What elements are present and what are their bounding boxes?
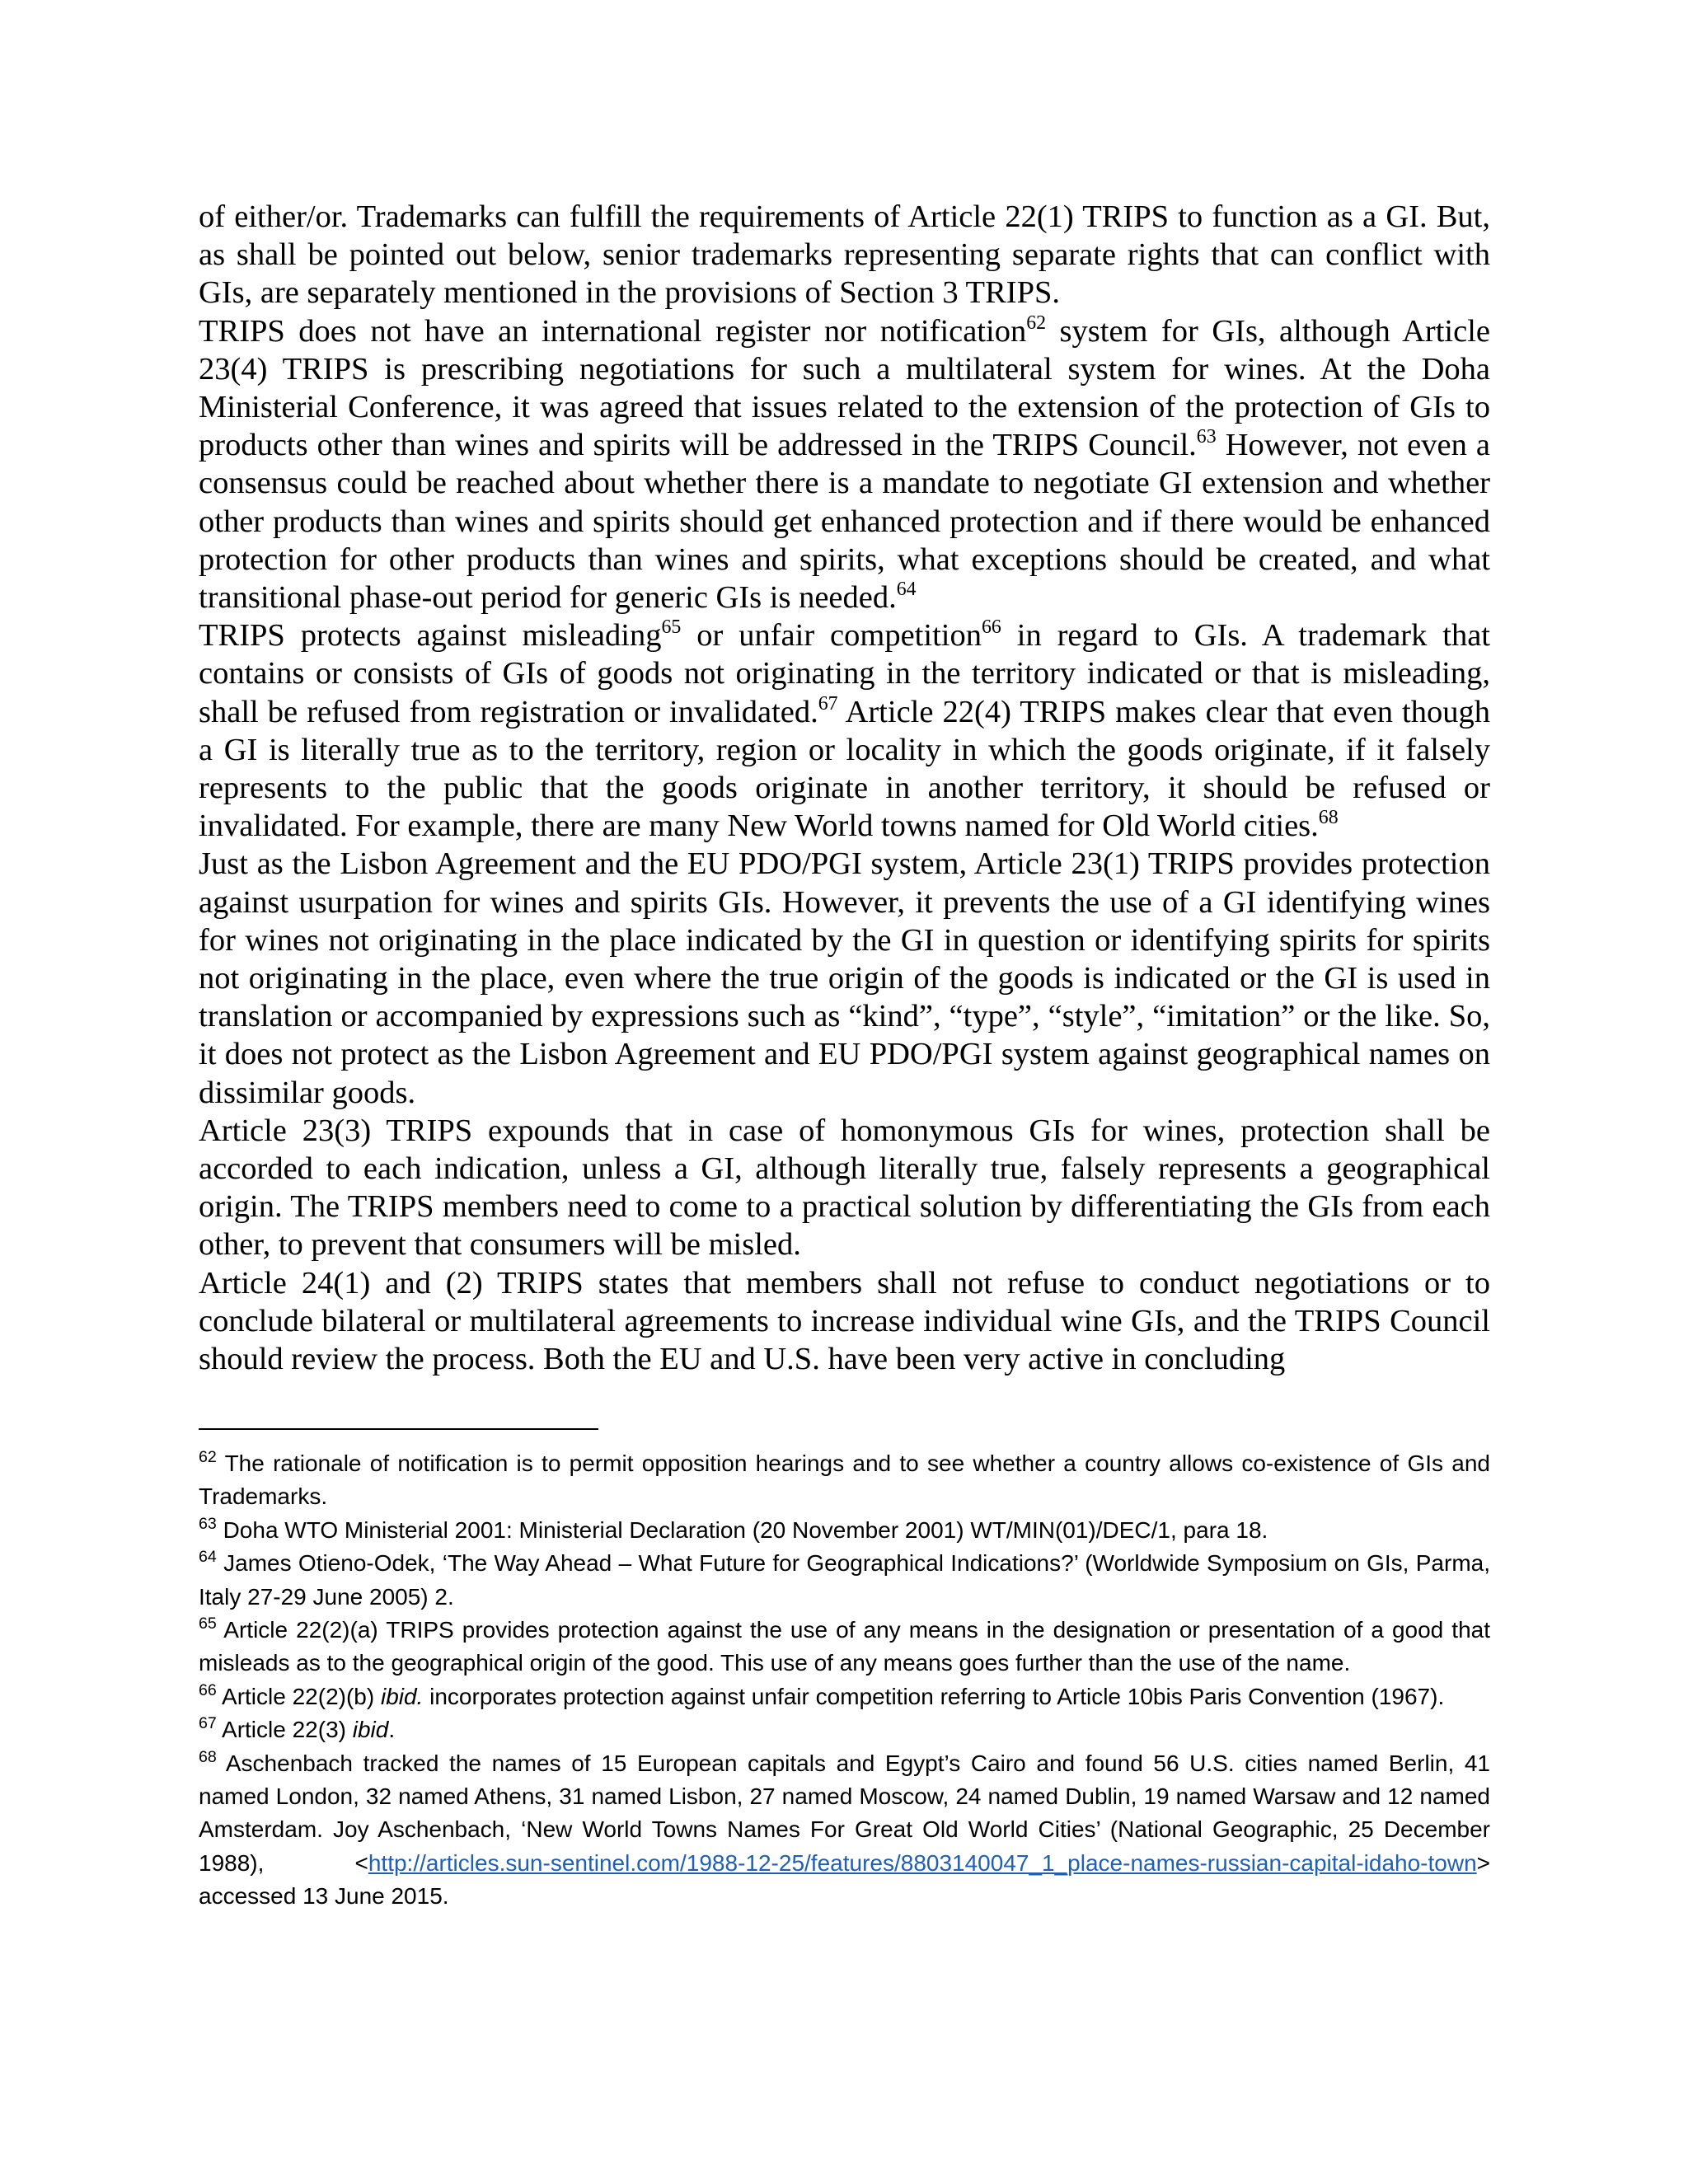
footnote-65 [199, 1614, 1490, 1680]
paragraph-text: Article 24(1) and (2) TRIPS states that members shall not refuse to conduct negotiations or to conclude bilateral or multilateral agreements to increase individual wine GIs, and the TRIPS Council should review the process. Both the EU and U.S. have been very active in concluding [199, 1265, 1490, 1377]
footnote-ref-66[interactable]: 66 [981, 616, 1001, 639]
footnote-ibid: ibid. [380, 1683, 424, 1709]
paragraph-1 [199, 198, 1490, 312]
paragraph-4 [199, 845, 1490, 1111]
footnote-text: Doha WTO Ministerial 2001: Ministerial Declaration (20 November 2001) WT/MIN(01)/DEC/1, para 18. [216, 1516, 1268, 1543]
paragraph-2 [199, 312, 1490, 617]
footnote-ref-68[interactable]: 68 [1318, 807, 1339, 829]
paragraph-text: TRIPS does not have an international register nor notification [199, 313, 1027, 349]
paragraph-text: TRIPS protects against misleading [199, 618, 662, 654]
footnote-number: 62 [199, 1448, 217, 1467]
paragraph-text: Just as the Lisbon Agreement and the EU PDO/PGI system, Article 23(1) TRIPS provides protection against usurpation for wines and spirits GIs. However, it prevents the use of a GI identifying wines for wines not originating in the place indicated by the GI in question or identifying spirits for spirits not originating in the place, even where the true origin of the goods is indicated or the GI is used in translation or accompanied by expressions such as “kind”, “type”, “style”, “imitation” or the like. So, it does not protect as the Lisbon Agreement and EU PDO/PGI system against geographical names on dissimilar goods. [199, 846, 1490, 1110]
footnote-63 [199, 1514, 1490, 1547]
paragraph-text: Article 23(3) TRIPS expounds that in case of homonymous GIs for wines, protection shall be accorded to each indication, unless a GI, although literally true, falsely represents a geographical origin. The TRIPS members need to come to a practical solution by differentiating the GIs from each other, to prevent that consumers will be misled. [199, 1113, 1490, 1263]
footnote-text: > accessed 13 June 2015. [199, 1849, 1490, 1910]
footnote-text: Article 22(2)(a) TRIPS provides protection against the use of any means in the designation or presentation of a good that misleads as to the geographical origin of the good. This use of any means goes further than the use of the name. [199, 1617, 1490, 1676]
footnote-source-link[interactable]: http://articles.sun-sentinel.com/1988-12-25/features/8803140047_1_place-names-russian-capital-idaho-town [368, 1849, 1477, 1876]
footnote-separator [199, 1428, 598, 1430]
paragraph-text: Article 22(4) TRIPS makes clear that even though a GI is literally true as to the territory, region or locality in which the goods originate, if it falsely represents to the public that the goods originate in another territory, it should be refused or invalidated. For example, there are many New World towns named for Old World cities. [199, 694, 1490, 844]
footnote-number: 65 [199, 1615, 217, 1633]
footnote-text: The rationale of notification is to permit opposition hearings and to see whether a country allows co-existence of GIs and Trademarks. [199, 1451, 1490, 1510]
footnote-62 [199, 1447, 1490, 1514]
paragraph-3 [199, 616, 1490, 845]
footnote-ref-62[interactable]: 62 [1026, 312, 1047, 334]
footnote-ref-67[interactable]: 67 [818, 692, 838, 715]
paragraph-5 [199, 1112, 1490, 1264]
footnote-text: incorporates protection against unfair competition referring to Article 10bis Paris Convention (1967). [423, 1683, 1445, 1709]
footnote-ref-64[interactable]: 64 [896, 579, 917, 601]
footnotes [199, 1447, 1490, 1914]
footnote-text: Aschenbach tracked the names of 15 European capitals and Egypt’s Cairo and found 56 U.S. cities named Berlin, 41 named London, 32 named Athens, 31 named Lisbon, 27 named Moscow, 24 named Dublin, 19 named Warsaw and 12 named Amsterdam. Joy Aschenbach, ‘New World Towns Names For Great Old World Cities’ (National Geographic, 25 December 1988), < [199, 1750, 1490, 1876]
paragraph-6 [199, 1264, 1490, 1379]
footnote-68 [199, 1747, 1490, 1914]
footnote-ibid: ibid [352, 1717, 389, 1743]
paragraph-text: However, not even a consensus could be reached about whether there is a mandate to negotiate GI extension and whether other products than wines and spirits should get enhanced protection and if there would be enhanced protection for other products than wines and spirits, what exceptions should be created, and what transitional phase-out period for generic GIs is needed. [199, 428, 1490, 616]
footnote-text: . [388, 1717, 396, 1743]
footnote-66 [199, 1680, 1490, 1713]
paragraph-text: or unfair competition [681, 618, 982, 654]
paragraph-text: in regard to GIs. A trademark that contains or consists of GIs of goods not originating in the territory indicated or that is misleading, shall be refused from registration or invalidated. [199, 618, 1491, 729]
footnote-number: 63 [199, 1515, 217, 1534]
footnote-number: 68 [199, 1747, 217, 1766]
footnote-number: 64 [199, 1548, 217, 1567]
footnote-text: Article 22(2)(b) [216, 1683, 381, 1709]
paragraph-text: of either/or. Trademarks can fulfill the requirements of Article 22(1) TRIPS to function as a GI. But, as shall be pointed out below, senior trademarks representing separate rights that can conflict with GIs, are separately mentioned in the provisions of Section 3 TRIPS. [199, 199, 1490, 311]
footnote-text: Article 22(3) [216, 1717, 353, 1743]
main-text [199, 198, 1490, 1378]
footnote-number: 67 [199, 1714, 217, 1733]
footnote-67 [199, 1713, 1490, 1746]
paragraph-text: system for GIs, although Article 23(4) TRIPS is prescribing negotiations for such a multilateral system for wines. At the Doha Ministerial Conference, it was agreed that issues related to the extension of the protection of GIs to products other than wines and spirits will be addressed in the TRIPS Council. [199, 313, 1491, 463]
footnote-number: 66 [199, 1681, 217, 1700]
footnote-text: James Otieno-Odek, ‘The Way Ahead – What Future for Geographical Indications?’ (Worldwide Symposium on GIs, Parma, Italy 27-29 June 2005) 2. [199, 1550, 1490, 1610]
footnote-64 [199, 1547, 1490, 1614]
footnote-ref-63[interactable]: 63 [1196, 426, 1217, 448]
footnote-ref-65[interactable]: 65 [661, 616, 682, 639]
